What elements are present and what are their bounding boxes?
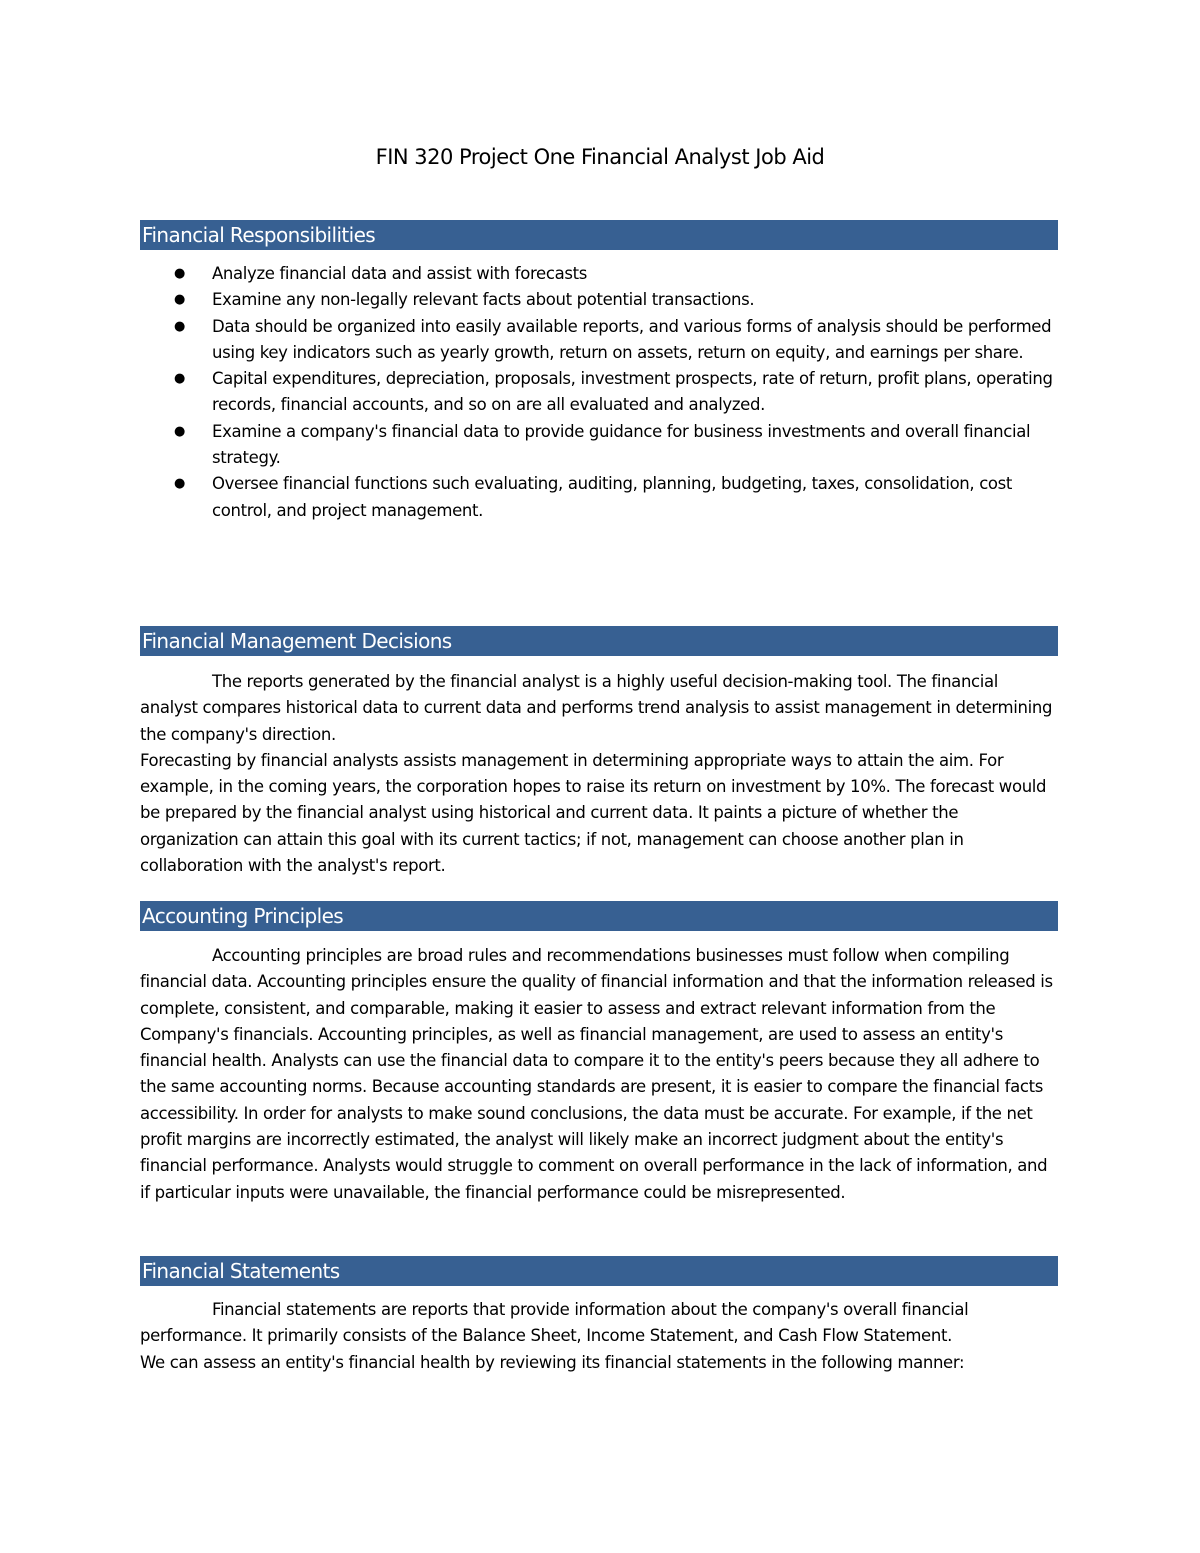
bullet-dot-icon: ● [174, 292, 185, 308]
list-item-text: Data should be organized into easily available reports, and various forms of analysis should be performed using key indicators such as yearly growth, return on assets, return on equity, and earnings per share. [212, 316, 1052, 362]
page-title: FIN 320 Project One Financial Analyst Job Aid [375, 145, 825, 169]
list-item-text: Examine a company's financial data to provide guidance for business investments and overall financial strategy. [212, 421, 1031, 468]
list-item [140, 366, 1058, 419]
section-heading-financial-statements: Financial Statements [140, 1256, 1058, 1286]
bullet-dot-icon: ● [174, 476, 185, 492]
list-item-text: Examine any non-legally relevant facts about potential transactions. [212, 290, 755, 310]
section-heading-financial-management-decisions: Financial Management Decisions [140, 626, 1058, 656]
list-item-text: Capital expenditures, depreciation, proposals, investment prospects, rate of return, profit plans, operating records, financial accounts, and so on are all evaluated and analyzed. [212, 369, 1053, 415]
list-item [140, 287, 1058, 313]
statements-text [140, 1297, 1060, 1376]
paragraph: We can assess an entity's financial health by reviewing its financial statements in the following manner: [140, 1352, 965, 1372]
paragraph: The reports generated by the financial analyst is a highly useful decision-making tool. The financial analyst compares historical data to current data and performs trend analysis to assist management in determining the company's direction. [140, 672, 1053, 744]
list-item [140, 419, 1058, 472]
list-item-text: Oversee financial functions such evaluating, auditing, planning, budgeting, taxes, consolidation, cost control, and project management. [212, 474, 1013, 520]
decisions-text [140, 669, 1060, 879]
bullet-dot-icon: ● [174, 423, 185, 439]
bullet-dot-icon: ● [174, 318, 185, 334]
bullet-dot-icon: ● [174, 266, 185, 281]
list-item [140, 471, 1058, 524]
paragraph: Forecasting by financial analysts assists management in determining appropriate ways to attain the aim. For example, in the coming years, the corporation hopes to raise its return on investment by 10%. The forecast would be prepared by the financial analyst using historical and current data. It paints a picture of whether the organization can attain this goal with its current tactics; if not, management can choose another plan in collaboration with the analyst's report. [140, 750, 1047, 876]
list-item-text: Analyze financial data and assist with forecasts [212, 264, 587, 283]
list-item [140, 261, 1058, 287]
list-item [140, 314, 1058, 367]
paragraph: Financial statements are reports that provide information about the company's overall financial performance. It primarily consists of the Balance Sheet, Income Statement, and Cash Flow Statement. [140, 1300, 969, 1346]
section-heading-financial-responsibilities: Financial Responsibilities [140, 220, 1058, 250]
principles-text [140, 943, 1060, 1206]
paragraph: Accounting principles are broad rules and recommendations businesses must follow when compiling financial data. Accounting principles ensure the quality of financial information and that the information released is complete, consistent, and comparable, making it easier to assess and extract relevant information from the Company's financials. Accounting principles, as well as financial management, are used to assess an entity's financial health. Analysts can use the financial data to compare it to the entity's peers because they all adhere to the same accounting norms. Because accounting standards are present, it is easier to compare the financial facts accessibility. In order for analysts to make sound conclusions, the data must be accurate. For example, if the net profit margins are incorrectly estimated, the analyst will likely make an incorrect judgment about the entity's financial performance. Analysts would struggle to comment on overall performance in the lack of information, and if particular inputs were unavailable, the financial performance could be misrepresented. [140, 946, 1053, 1202]
responsibilities-list [140, 261, 1058, 524]
bullet-dot-icon: ● [174, 371, 185, 387]
section-heading-accounting-principles: Accounting Principles [140, 901, 1058, 931]
